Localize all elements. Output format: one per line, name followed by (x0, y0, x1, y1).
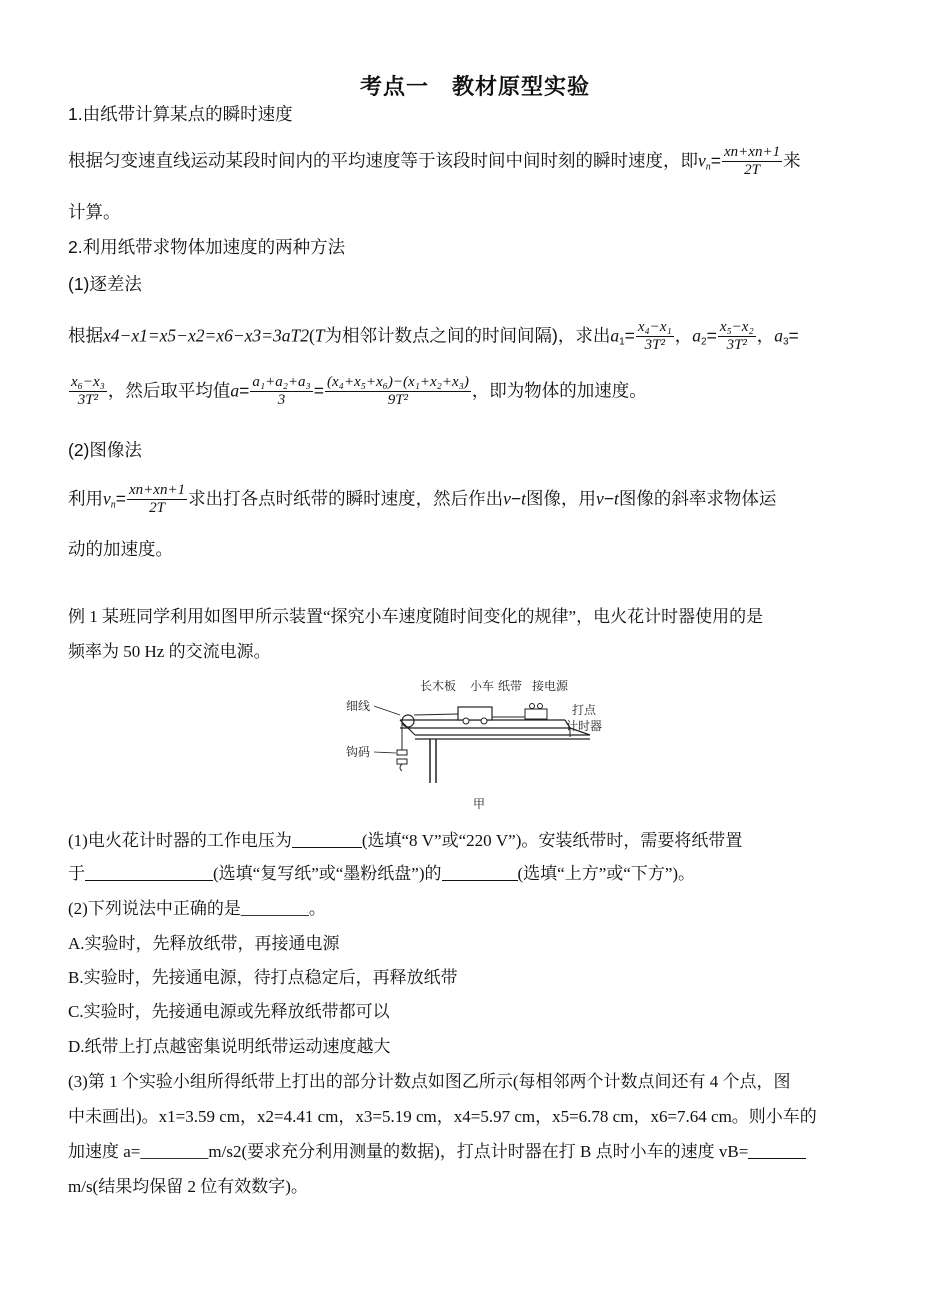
answer-blank-position[interactable] (442, 862, 518, 881)
formula-average-fraction: $\frac{\text{a₁+a₂+a₃}}{3}$ (252, 374, 311, 408)
option-a[interactable]: A.实验时，先释放纸带，再接通电源 (68, 934, 340, 953)
formula-a3-fraction: $\frac{\text{x₆−x₃}}{\text{3T²}}$ (71, 374, 105, 408)
figure-label-string: 细线 (346, 699, 371, 713)
section-1-paragraph: 根据匀变速直线运动某段时间内的平均速度等于该段时间中间时刻的瞬时速度，即$v_n=$ $\frac{xn+xn+1}{2T}$ 来 (68, 144, 801, 178)
formula-a2-fraction: $\frac{\text{x₅−x₂}}{\text{3T²}}$ (719, 319, 754, 353)
figure-label-cart: 小车 (470, 679, 495, 693)
question-3-line-1: (3)第 1 个实验小组所得纸带上打出的部分计数点如图乙所示(每相邻两个计数点间还有 4 个点，图 (68, 1072, 791, 1091)
formula-vn-fraction-2: $\frac{xn+xn+1}{2T}$ (129, 482, 186, 516)
answer-blank-voltage[interactable] (292, 829, 362, 848)
page-title: 考点一 教材原型实验 (359, 74, 590, 99)
section-1-heading: 1.由纸带计算某点的瞬时速度 (68, 104, 293, 124)
formula-vn-fraction: $\frac{xn+xn+1}{2T}$ (724, 144, 781, 178)
figure-label-weight: 钩码 (346, 745, 371, 759)
section-1-paragraph-end: 计算。 (68, 202, 121, 222)
method-1-heading: (1)逐差法 (68, 274, 142, 294)
method-1-paragraph: 根据x4−x1=x5−x2=x6−x3=3aT2(T为相邻计数点之间的时间间隔)，求出$a_1=$ $\frac{\text{x₄−x₁}}{\text{3T²}}$ ，$a_2=$ $\frac{\text{x₅−x₂}}{\text{3T²}}$ ，$a_3=$ (68, 319, 799, 353)
question-3-line-3: 加速度 a=________m/s2(要求充分利用测量的数据)，打点计时器在打 B 点时小车的速度 vB= (68, 1138, 888, 1166)
method-2-paragraph: 利用$v_n=$ $\frac{xn+xn+1}{2T}$ 求出打各点时纸带的瞬时速度，然后作出v−t图像，用v−t图像的斜率求物体运 (68, 482, 777, 516)
figure-label-timer-1: 打点 (572, 703, 597, 717)
option-c[interactable]: C.实验时，先接通电源或先释放纸带都可以 (68, 1002, 390, 1021)
figure-label-timer-2: 计时器 (566, 719, 603, 733)
option-d[interactable]: D.纸带上打点越密集说明纸带运动速度越大 (68, 1037, 391, 1056)
answer-blank-paper[interactable] (85, 862, 213, 881)
question-1-line-2: 于 (选填“复写纸”或“墨粉纸盘”)的 (选填“上方”或“下方”)。 (68, 864, 696, 883)
method-2-paragraph-end: 动的加速度。 (68, 539, 173, 559)
cart-icon (458, 707, 492, 720)
formula-a1-fraction: $\frac{\text{x₄−x₁}}{\text{3T²}}$ (637, 319, 672, 353)
question-1-line-1: (1)电火花计时器的工作电压为 (选填“8 V”或“220 V”)。安装纸带时，需要将纸带置 (68, 831, 743, 850)
method-2-heading: (2)图像法 (68, 440, 142, 460)
question-3-line-4: m/s(结果均保留 2 位有效数字)。 (68, 1177, 308, 1196)
figure-caption: 甲 (473, 797, 486, 811)
formula-delta-fraction: $\frac{\text{(x₄+x₅+x₆)−(x₁+x₂+x₃)}}{\text{9T²}}$ (326, 374, 469, 408)
pulley-icon (402, 715, 414, 727)
answer-blank-velocity[interactable] (748, 1140, 806, 1159)
question-2: (2)下列说法中正确的是________。 (68, 899, 326, 918)
figure-label-tape: 纸带 (498, 679, 523, 693)
section-2-heading: 2.利用纸带求物体加速度的两种方法 (68, 237, 346, 257)
hook-weight-icon (397, 750, 407, 755)
example-intro-line-2: 频率为 50 Hz 的交流电源。 (68, 642, 271, 661)
method-1-paragraph-2: $\frac{\text{x₆−x₃}}{\text{3T²}}$ ，然后取平均值a= $\frac{\text{a₁+a₂+a₃}}{3}$ = $\frac{\text{(x₄+x₅+x₆)−(x₁+x₂+x₃)}}{\text{9T²}}$ ，即为物体的加速度。 (71, 374, 647, 408)
example-intro-line-1: 例 1 某班同学利用如图甲所示装置“探究小车速度随时间变化的规律”，电火花计时器使用的是 (68, 607, 764, 626)
figure-label-board: 长木板 (420, 679, 457, 693)
option-b[interactable]: B.实验时，先接通电源，待打点稳定后，再释放纸带 (68, 968, 458, 987)
question-3-line-2: 中未画出)。x1=3.59 cm，x2=4.41 cm，x3=5.19 cm，x4=5.97 cm，x5=6.78 cm，x6=7.64 cm。则小车的 (68, 1107, 817, 1126)
apparatus-figure (340, 675, 630, 815)
timer-icon (525, 709, 547, 719)
figure-label-power: 接电源 (532, 679, 569, 693)
